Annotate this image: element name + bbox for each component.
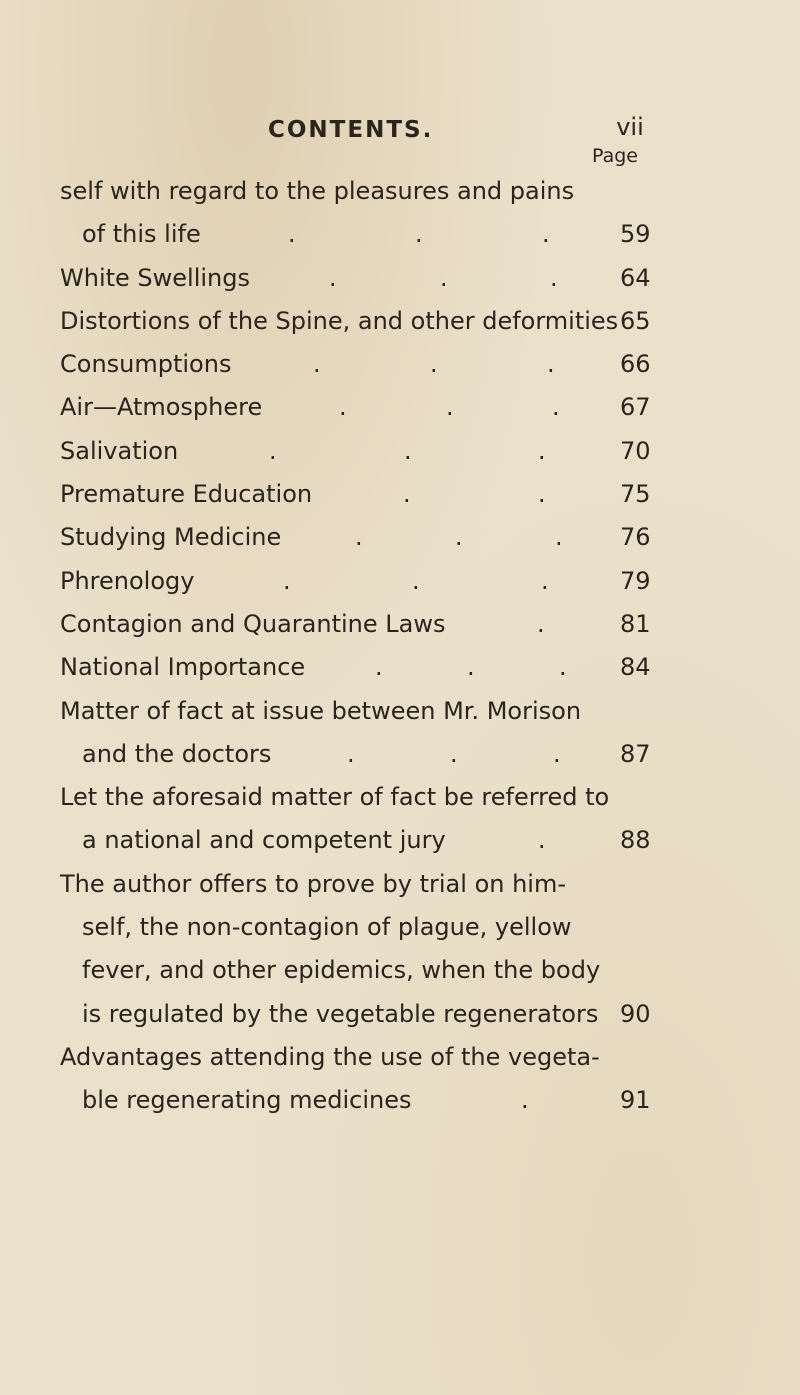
- toc-entry-title: National Importance: [60, 653, 306, 682]
- toc-entry: [60, 1036, 680, 1123]
- toc-entry: [60, 560, 680, 603]
- toc-entry-title: Let the aforesaid matter of fact be referred to: [60, 783, 610, 812]
- dot-leader: .: [412, 566, 420, 595]
- toc-entry-line: [60, 1036, 680, 1079]
- toc-entry-title: The author offers to prove by trial on him-: [60, 869, 567, 898]
- dot-leader: .: [467, 653, 475, 682]
- toc-entry-line: [60, 213, 680, 256]
- dot-leader: .: [403, 480, 411, 509]
- toc-entry-line: [60, 733, 680, 776]
- toc-entry-title: White Swellings: [60, 263, 250, 292]
- toc-entry-line: [60, 430, 680, 473]
- dot-leader: .: [521, 1086, 529, 1115]
- toc-entry-page-number: 65: [620, 306, 651, 335]
- toc-entry-line: [60, 993, 680, 1036]
- toc-entry-title: a national and competent jury: [82, 826, 446, 855]
- dot-leader: .: [455, 523, 463, 552]
- toc-entry-title: of this life: [82, 220, 201, 249]
- toc-entry: [60, 343, 680, 386]
- toc-entry-title: fever, and other epidemics, when the body: [82, 956, 601, 985]
- toc-entry-title: Studying Medicine: [60, 523, 282, 552]
- dot-leader: .: [542, 220, 550, 249]
- toc-entry-title: Distortions of the Spine, and other deformities: [60, 306, 619, 335]
- toc-entry-title: Consumptions: [60, 350, 232, 379]
- toc-entry-title: Premature Education: [60, 480, 313, 509]
- running-head-title: CONTENTS.: [268, 117, 434, 143]
- toc-entry-line: [60, 170, 680, 213]
- dot-leader: .: [547, 350, 555, 379]
- toc-entry-page-number: 81: [620, 609, 651, 638]
- toc-entry: [60, 386, 680, 429]
- toc-entry-title: Air—Atmosphere: [60, 393, 263, 422]
- toc-entry-line: [60, 646, 680, 689]
- toc-entry-page-number: 67: [620, 393, 651, 422]
- toc-entry: [60, 516, 680, 559]
- toc-entry-title: is regulated by the vegetable regenerators: [82, 999, 599, 1028]
- toc-entry: [60, 603, 680, 646]
- toc-entry-line: [60, 906, 680, 949]
- running-head: [0, 113, 800, 153]
- toc-entry-line: [60, 819, 680, 862]
- dot-leader: .: [415, 220, 423, 249]
- page-column-label: Page: [592, 145, 638, 167]
- toc-entry-page-number: 87: [620, 739, 651, 768]
- toc-entry: [60, 776, 680, 863]
- dot-leader: .: [550, 263, 558, 292]
- dot-leader: .: [538, 826, 546, 855]
- toc-entry: [60, 300, 680, 343]
- toc-entry-line: [60, 516, 680, 559]
- toc-entry-line: [60, 300, 680, 343]
- toc-entry-line: [60, 386, 680, 429]
- dot-leader: .: [355, 523, 363, 552]
- toc-entry-page-number: 84: [620, 653, 651, 682]
- toc-entry-title: self, the non-contagion of plague, yellow: [82, 913, 572, 942]
- dot-leader: .: [269, 436, 277, 465]
- toc-entry: [60, 863, 680, 1036]
- toc-entry-title: Contagion and Quarantine Laws: [60, 609, 446, 638]
- toc-entry-title: Salivation: [60, 436, 179, 465]
- toc-entry-title: ble regenerating medicines: [82, 1086, 412, 1115]
- toc-entry-line: [60, 690, 680, 733]
- toc-entry-line: [60, 949, 680, 992]
- dot-leader: .: [552, 393, 560, 422]
- toc-entry: [60, 257, 680, 300]
- toc-entry-page-number: 64: [620, 263, 651, 292]
- toc-entry: [60, 646, 680, 689]
- running-head-page-numeral: vii: [616, 113, 644, 141]
- dot-leader: .: [559, 653, 567, 682]
- dot-leader: .: [446, 393, 454, 422]
- toc-entry: [60, 690, 680, 777]
- toc-entry-page-number: 59: [620, 220, 651, 249]
- toc-entry-page-number: 66: [620, 350, 651, 379]
- toc-entry-line: [60, 863, 680, 906]
- toc-entry-title: and the doctors: [82, 739, 272, 768]
- toc-entry-line: [60, 603, 680, 646]
- toc-entry-page-number: 75: [620, 480, 651, 509]
- toc-entry-page-number: 79: [620, 566, 651, 595]
- toc-entry-title: self with regard to the pleasures and pains: [60, 177, 575, 205]
- dot-leader: .: [283, 566, 291, 595]
- toc-entry-page-number: 90: [620, 999, 651, 1028]
- toc-entry-page-number: 88: [620, 826, 651, 855]
- dot-leader: .: [404, 436, 412, 465]
- dot-leader: .: [538, 436, 546, 465]
- toc-entry-line: [60, 257, 680, 300]
- toc-entry-title: Phrenology: [60, 566, 195, 595]
- dot-leader: .: [329, 263, 337, 292]
- toc-entry: [60, 430, 680, 473]
- table-of-contents: [60, 170, 680, 1123]
- dot-leader: .: [288, 220, 296, 249]
- dot-leader: .: [375, 653, 383, 682]
- dot-leader: .: [450, 739, 458, 768]
- toc-entry-page-number: 76: [620, 523, 651, 552]
- toc-entry-title: Matter of fact at issue between Mr. Morison: [60, 696, 582, 725]
- toc-entry-line: [60, 473, 680, 516]
- toc-entry-line: [60, 776, 680, 819]
- dot-leader: .: [440, 263, 448, 292]
- toc-entry: [60, 170, 680, 257]
- dot-leader: .: [541, 566, 549, 595]
- dot-leader: .: [313, 350, 321, 379]
- toc-entry-page-number: 70: [620, 436, 651, 465]
- toc-entry-line: [60, 560, 680, 603]
- toc-entry-line: [60, 1079, 680, 1122]
- dot-leader: .: [553, 739, 561, 768]
- toc-entry-line: [60, 343, 680, 386]
- toc-entry: [60, 473, 680, 516]
- dot-leader: .: [339, 393, 347, 422]
- dot-leader: .: [347, 739, 355, 768]
- dot-leader: .: [555, 523, 563, 552]
- dot-leader: .: [430, 350, 438, 379]
- dot-leader: .: [537, 609, 545, 638]
- toc-entry-title: Advantages attending the use of the vegeta-: [60, 1042, 600, 1071]
- dot-leader: .: [538, 480, 546, 509]
- toc-entry-page-number: 91: [620, 1086, 651, 1115]
